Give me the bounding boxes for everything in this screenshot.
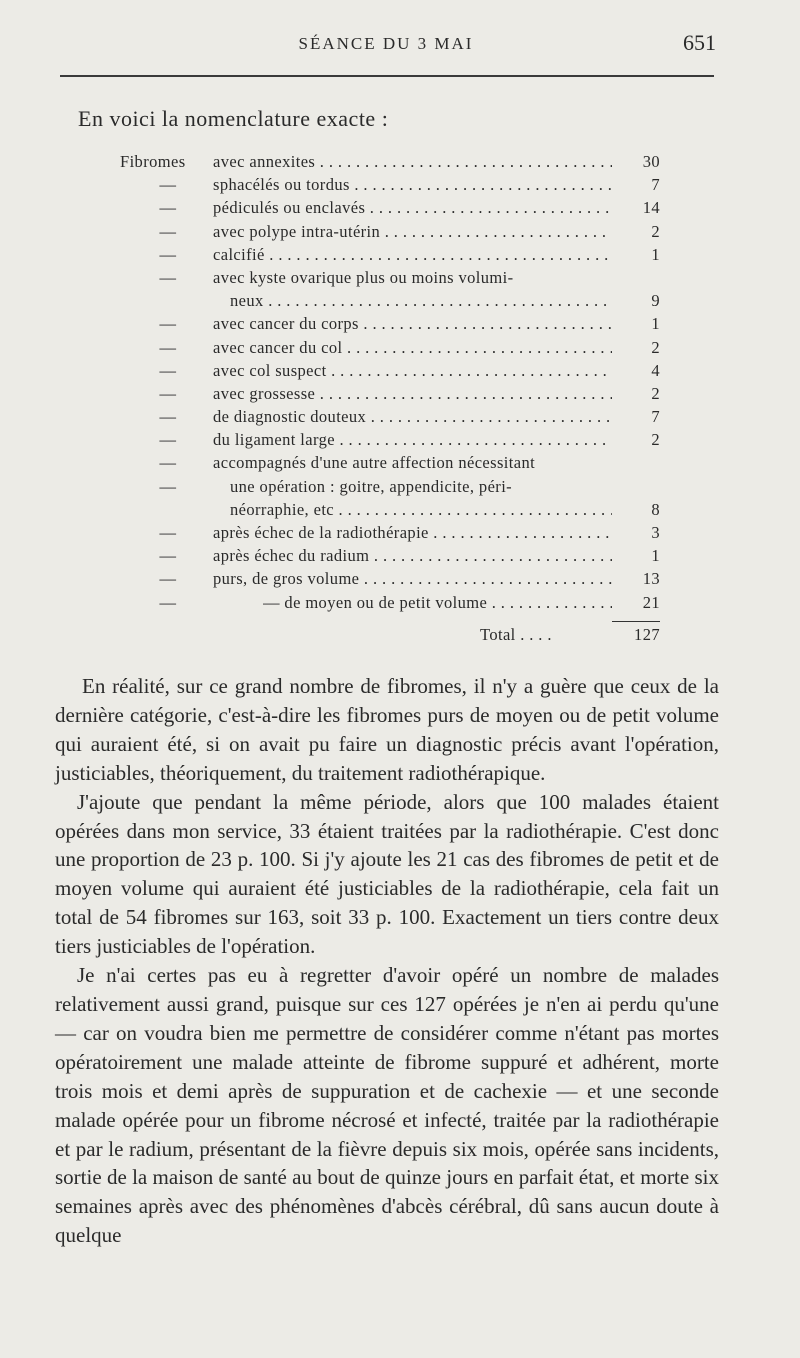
list-item <box>120 544 660 567</box>
body-text <box>55 672 719 1250</box>
header-title: SÉANCE DU 3 MAI <box>298 34 474 53</box>
item-label: avec grossesse . . . <box>213 382 612 405</box>
list-item <box>120 428 660 451</box>
list-item <box>120 567 660 590</box>
item-count: 3 <box>651 523 660 542</box>
list-item <box>120 173 660 196</box>
nomenclature-list <box>120 150 660 614</box>
ditto-dash: — <box>159 383 177 403</box>
ditto-dash: — <box>159 198 177 218</box>
total-rule <box>612 621 660 622</box>
item-label: du ligament large . . . <box>213 428 612 451</box>
item-label: après échec du radium . . . <box>213 544 612 567</box>
item-count: 7 <box>651 407 660 427</box>
item-label: pédiculés ou enclavés . . . <box>213 196 612 219</box>
item-label: avec kyste ovarique plus ou moins volumi- <box>213 267 514 287</box>
paragraph: Je n'ai certes pas eu à regretter d'avoir opéré un nombre de malades relativement aussi grand, puisque sur ces 127 opérées je n'en ai perdu qu'une — car on voudra bien me permettre de considérer comme n'étant pas mortes opératoirement une malade atteinte de fibrome suppuré et adhérent, morte trois mois et demi après de suppuration et de cachexie — et une seconde malade opérée pour un fibrome nécrosé et infecté, traitée par la radiothérapie et par le radium, présentant de la fièvre depuis six mois, opérée sans incidents, sortie de la maison de santé au bout de quinze jours en parfait état, et morte six semaines après avec des phénomènes d'abcès cérébral, dû sans aucun doute à quelque <box>55 963 719 1248</box>
ditto-dash: — <box>159 314 177 334</box>
ditto-dash: — <box>159 592 177 612</box>
item-label: accompagnés d'une autre affection nécessitant <box>213 453 536 473</box>
total-value: 127 <box>634 625 660 644</box>
list-item <box>120 243 660 266</box>
list-item <box>120 359 660 382</box>
first-label: Fibromes <box>120 152 186 171</box>
list-item <box>120 382 660 405</box>
list-item <box>120 220 660 243</box>
intro-line: En voici la nomenclature exacte : <box>78 106 389 131</box>
list-item-continuation <box>120 498 660 521</box>
item-label: sphacélés ou tordus . . . <box>213 173 612 196</box>
running-header <box>56 30 716 64</box>
header-rule <box>60 75 714 77</box>
item-count: 1 <box>651 546 660 566</box>
item-label: avec polype intra-utérin . . . <box>213 220 612 243</box>
ditto-dash: — <box>159 453 177 473</box>
page-number: 651 <box>683 30 716 55</box>
item-count: 30 <box>642 152 660 171</box>
item-count: 7 <box>651 175 660 195</box>
ditto-dash: — <box>159 244 177 264</box>
item-label-cont: neux . . . <box>230 289 612 312</box>
item-label: après échec de la radiothérapie . . . <box>213 521 612 544</box>
list-item-continuation <box>120 289 660 312</box>
item-count: 2 <box>651 383 660 403</box>
item-label: avec annexites . . . <box>213 150 612 173</box>
list-item <box>120 336 660 359</box>
ditto-dash: — <box>159 569 177 589</box>
paragraph: J'ajoute que pendant la même période, alors que 100 malades étaient opérées dans mon service, 33 étaient traitées par la radiothérapie. C'est donc une proportion de 23 p. 100. Si j'y ajoute les 21 cas des fibromes de petit et de moyen volume qui auraient été justiciables de la radiothérapie, cela fait un total de 54 fibromes sur 163, soit 33 p. 100. Exactement un tiers contre deux tiers justiciables de l'opération. <box>55 789 719 959</box>
list-item-continuation <box>120 475 660 498</box>
item-label: — de moyen ou de petit volume . . . <box>263 591 612 614</box>
item-label: avec cancer du col . . . <box>213 336 612 359</box>
item-count: 14 <box>642 198 660 218</box>
list-item <box>120 312 660 335</box>
item-label: avec cancer du corps . . . <box>213 312 612 335</box>
list-item <box>120 266 660 289</box>
item-count: 9 <box>651 291 660 311</box>
item-label: purs, de gros volume . . . <box>213 567 612 590</box>
total-label: Total . . . . <box>480 625 552 645</box>
list-item <box>120 405 660 428</box>
item-count: 21 <box>642 592 660 612</box>
ditto-dash: — <box>159 430 177 450</box>
list-item <box>120 451 660 474</box>
list-item <box>120 150 660 173</box>
item-count: 2 <box>651 430 660 450</box>
item-count: 2 <box>651 221 660 241</box>
list-item <box>120 591 660 614</box>
item-count: 2 <box>651 337 660 357</box>
list-item <box>120 196 660 219</box>
ditto-dash: — <box>159 407 177 427</box>
ditto-dash: — <box>159 523 177 542</box>
item-label: calcifié . . . <box>213 243 612 266</box>
ditto-dash: — <box>159 267 177 287</box>
ditto-dash: — <box>159 360 177 380</box>
ditto-dash: — <box>159 175 177 195</box>
item-count: 13 <box>642 569 660 589</box>
item-label: avec col suspect . . . <box>213 359 612 382</box>
list-item <box>120 521 660 544</box>
ditto-dash: — <box>159 546 177 566</box>
ditto-dash: — <box>159 476 177 496</box>
item-count: 8 <box>651 499 660 519</box>
item-label: de diagnostic douteux . . . <box>213 405 612 428</box>
paragraph: En réalité, sur ce grand nombre de fibromes, il n'y a guère que ceux de la dernière catégorie, c'est-à-dire les fibromes purs de moyen ou de petit volume qui auraient été, si on avait pu faire un diagnostic précis avant l'opération, justiciables, théoriquement, du traitement radiothérapique. <box>55 674 719 785</box>
item-count: 1 <box>651 314 660 334</box>
ditto-dash: — <box>159 337 177 357</box>
item-count: 1 <box>651 244 660 264</box>
item-label-cont: une opération : goitre, appendicite, péri- <box>230 476 513 496</box>
ditto-dash: — <box>159 221 177 241</box>
item-count: 4 <box>651 360 660 380</box>
item-label-cont: néorraphie, etc . . . <box>230 498 612 521</box>
